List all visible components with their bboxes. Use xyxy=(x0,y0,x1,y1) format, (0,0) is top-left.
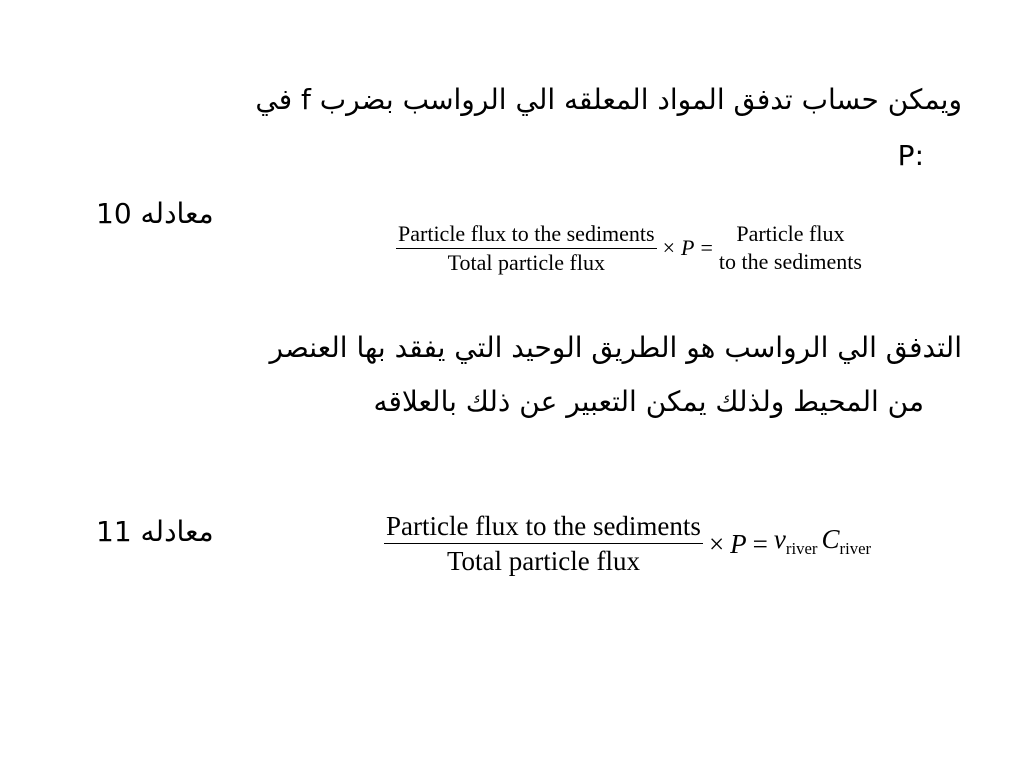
equation-11-v-subscript: river xyxy=(785,538,818,558)
equation-10-label: معادله 10 xyxy=(96,197,214,230)
equation-11-numerator: Particle flux to the sediments xyxy=(384,510,703,544)
equation-11-fraction xyxy=(384,510,703,577)
equation-10-formula xyxy=(396,220,862,276)
equation-10-numerator: Particle flux to the sediments xyxy=(396,221,657,249)
equation-10-fraction xyxy=(396,221,657,276)
equation-11-v-river xyxy=(774,523,818,565)
paragraph-2-line-2: من المحيط ولذلك يمكن التعبير عن ذلك بالعلاقه xyxy=(373,385,924,418)
equation-10-equals: = xyxy=(700,235,713,260)
equation-11-times: × xyxy=(708,528,725,559)
equation-11-c-subscript: river xyxy=(839,538,872,558)
equation-11-label: معادله 11 xyxy=(96,515,214,548)
equation-10-times: × xyxy=(662,235,676,260)
paragraph-1-line-1: ويمكن حساب تدفق المواد المعلقه الي الرواسب بضرب f في xyxy=(255,83,962,116)
equation-10-denominator: Total particle flux xyxy=(447,249,605,275)
equation-10-rhs xyxy=(719,220,862,276)
equation-11-variable: P xyxy=(730,528,747,559)
equation-11-formula xyxy=(384,510,871,577)
equation-11-c: C xyxy=(821,523,840,554)
equation-11-denominator: Total particle flux xyxy=(446,546,640,576)
equation-11-c-river xyxy=(817,523,871,565)
paragraph-2-line-1: التدفق الي الرواسب هو الطريق الوحيد التي يفقد بها العنصر xyxy=(269,331,962,364)
equation-10-rhs-line-2: to the sediments xyxy=(718,249,862,274)
equation-10-rhs-line-1: Particle flux xyxy=(736,221,845,246)
equation-11-equals: = xyxy=(752,528,768,559)
equation-10-variable: P xyxy=(681,235,695,260)
equation-11-v: v xyxy=(773,523,786,554)
paragraph-1-line-2: :P xyxy=(897,139,924,172)
